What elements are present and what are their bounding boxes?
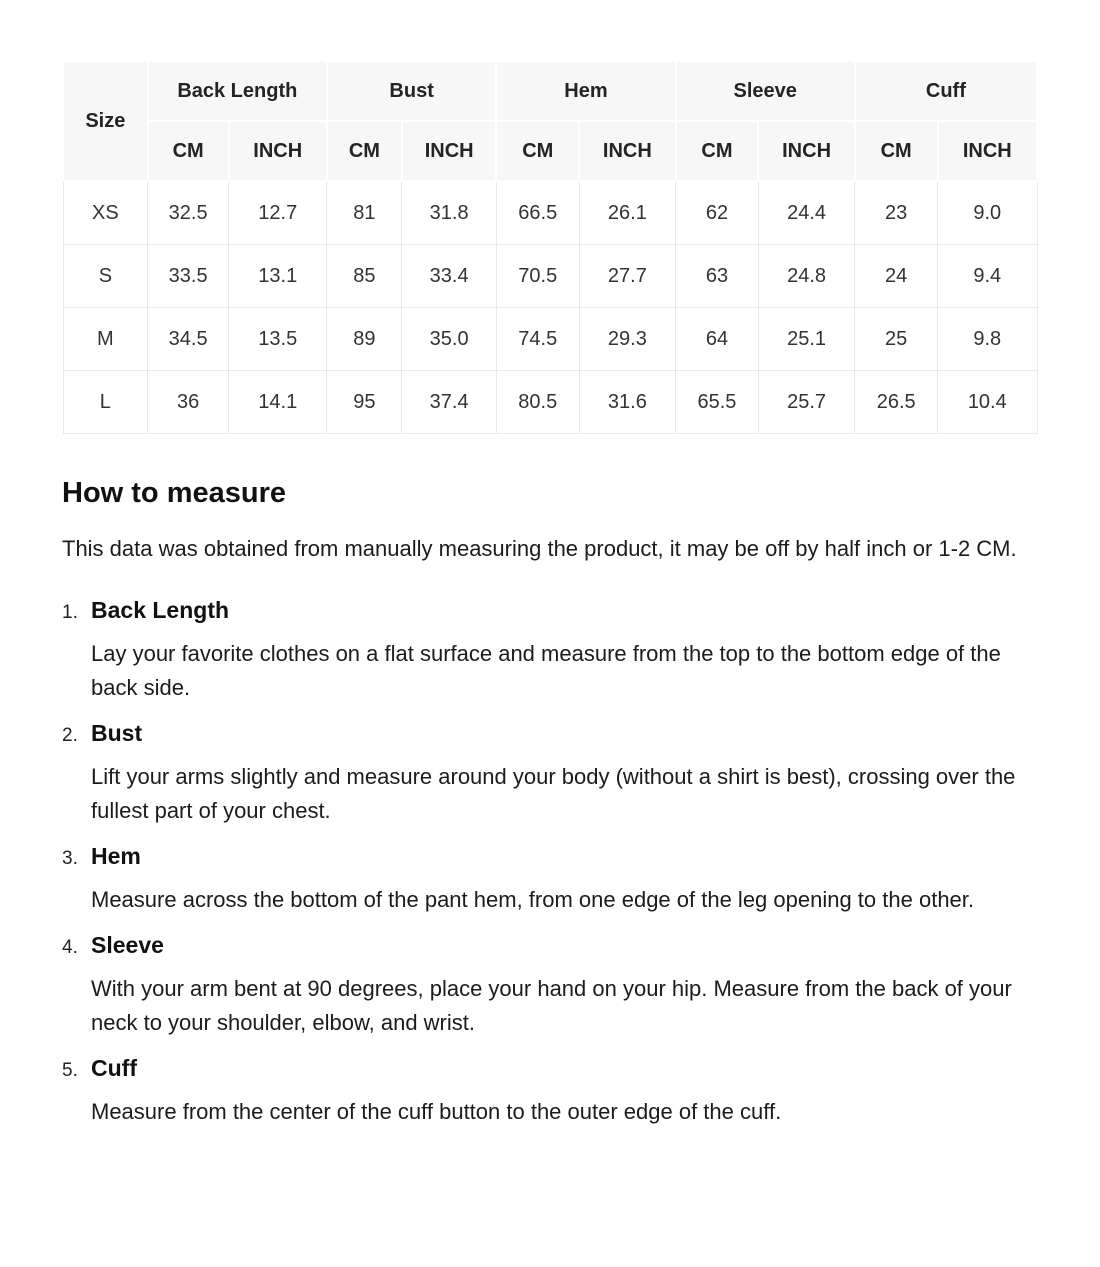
step-number: 3.	[62, 848, 78, 869]
group-header-cuff: Cuff	[855, 61, 1037, 121]
intro-text: This data was obtained from manually measuring the product, it may be off by half inch or 1-2 CM.	[62, 536, 1017, 561]
size-cell: L	[63, 371, 148, 434]
measurement-cell: 80.5	[496, 371, 579, 434]
measurement-cell: 24.8	[758, 245, 854, 308]
measurement-cell: 25.1	[758, 308, 854, 371]
measurement-cell: 26.5	[855, 371, 938, 434]
measurement-cell: 13.1	[229, 245, 327, 308]
unit-header-inch: INCH	[579, 121, 675, 181]
measurement-cell: 63	[676, 245, 759, 308]
measurement-cell: 23	[855, 181, 938, 245]
measurement-cell: 34.5	[148, 308, 229, 371]
measurement-cell: 29.3	[579, 308, 675, 371]
step-description: Measure from the center of the cuff button to the outer edge of the cuff.	[91, 1099, 782, 1124]
table-row-l	[63, 371, 1037, 434]
section-title: How to measure	[62, 477, 286, 509]
unit-header-inch: INCH	[758, 121, 854, 181]
measurement-cell: 37.4	[402, 371, 496, 434]
step-name: Bust	[91, 720, 143, 746]
measurement-cell: 33.5	[148, 245, 229, 308]
unit-header-cm: CM	[327, 121, 402, 181]
step-number: 5.	[62, 1060, 78, 1081]
measurement-cell: 35.0	[402, 308, 496, 371]
group-header-hem: Hem	[496, 61, 675, 121]
measurement-cell: 89	[327, 308, 402, 371]
size-column-header: Size	[63, 61, 148, 181]
measurement-cell: 24.4	[758, 181, 854, 245]
step-number: 2.	[62, 725, 78, 746]
measurement-cell: 74.5	[496, 308, 579, 371]
table-row-xs	[63, 181, 1037, 245]
size-chart-header	[63, 61, 1037, 181]
measurement-cell: 81	[327, 181, 402, 245]
measurement-cell: 36	[148, 371, 229, 434]
step-number: 4.	[62, 937, 78, 958]
step-description: Lay your favorite clothes on a flat surface and measure from the top to the bottom edge of the back side.	[91, 641, 1001, 700]
unit-header-inch: INCH	[229, 121, 327, 181]
step-name: Hem	[91, 843, 141, 869]
unit-header-inch: INCH	[938, 121, 1037, 181]
step-description: With your arm bent at 90 degrees, place your hand on your hip. Measure from the back of your neck to your shoulder, elbow, and wrist.	[91, 976, 1012, 1035]
table-row-s	[63, 245, 1037, 308]
measurement-cell: 70.5	[496, 245, 579, 308]
measurement-cell: 9.0	[938, 181, 1037, 245]
unit-header-cm: CM	[676, 121, 759, 181]
measurement-cell: 31.8	[402, 181, 496, 245]
measurement-cell: 27.7	[579, 245, 675, 308]
measurement-cell: 10.4	[938, 371, 1037, 434]
measurement-cell: 95	[327, 371, 402, 434]
unit-header-cm: CM	[855, 121, 938, 181]
step-description: Measure across the bottom of the pant hem, from one edge of the leg opening to the other.	[91, 887, 975, 912]
step-number: 1.	[62, 602, 78, 623]
unit-header-inch: INCH	[402, 121, 496, 181]
unit-header-cm: CM	[148, 121, 229, 181]
size-cell: M	[63, 308, 148, 371]
size-chart-table	[62, 60, 1038, 434]
measurement-cell: 65.5	[676, 371, 759, 434]
measurement-cell: 14.1	[229, 371, 327, 434]
measurement-cell: 85	[327, 245, 402, 308]
step-name: Back Length	[91, 597, 230, 623]
list-item	[62, 930, 1038, 1040]
group-header-back-length: Back Length	[148, 61, 327, 121]
step-description: Lift your arms slightly and measure around your body (without a shirt is best), crossing over the fullest part of your chest.	[91, 764, 1016, 823]
measurement-cell: 26.1	[579, 181, 675, 245]
measurement-cell: 12.7	[229, 181, 327, 245]
table-row-m	[63, 308, 1037, 371]
measurement-cell: 66.5	[496, 181, 579, 245]
unit-header-cm: CM	[496, 121, 579, 181]
list-item	[62, 718, 1038, 828]
measurement-cell: 9.4	[938, 245, 1037, 308]
measure-steps-list	[62, 595, 1038, 1129]
measurement-cell: 13.5	[229, 308, 327, 371]
size-cell: S	[63, 245, 148, 308]
how-to-measure-section	[62, 476, 1038, 1129]
measurement-cell: 64	[676, 308, 759, 371]
measurement-cell: 24	[855, 245, 938, 308]
group-header-sleeve: Sleeve	[676, 61, 855, 121]
group-header-bust: Bust	[327, 61, 496, 121]
list-item	[62, 595, 1038, 705]
measurement-cell: 32.5	[148, 181, 229, 245]
list-item	[62, 1053, 1038, 1129]
size-cell: XS	[63, 181, 148, 245]
measurement-cell: 33.4	[402, 245, 496, 308]
measurement-cell: 31.6	[579, 371, 675, 434]
measurement-cell: 25.7	[758, 371, 854, 434]
step-name: Sleeve	[91, 932, 164, 958]
step-name: Cuff	[91, 1055, 137, 1081]
measurement-cell: 25	[855, 308, 938, 371]
list-item	[62, 841, 1038, 917]
measurement-cell: 62	[676, 181, 759, 245]
measurement-cell: 9.8	[938, 308, 1037, 371]
